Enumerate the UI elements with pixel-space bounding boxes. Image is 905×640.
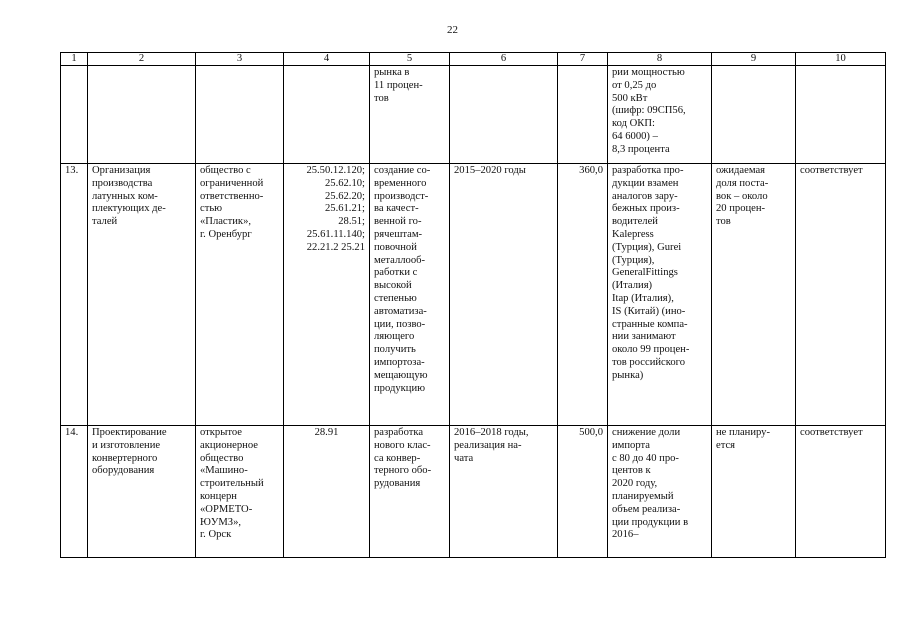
cell-line: металлооб- bbox=[374, 254, 426, 266]
cell-line: GeneralFittings bbox=[612, 267, 678, 279]
cell-line: (шифр: 09СП56, bbox=[612, 105, 686, 117]
cell-line: акционерное bbox=[200, 439, 258, 451]
cell-codes bbox=[284, 164, 370, 426]
cell-line: 25.62.20; bbox=[324, 190, 365, 202]
cell-project bbox=[88, 164, 196, 426]
cell-line: с 80 до 40 про- bbox=[612, 452, 679, 464]
table-row-14 bbox=[61, 426, 886, 558]
column-header: 6 bbox=[450, 53, 558, 66]
cell-line: разработка bbox=[374, 427, 424, 438]
cell-line: ции продукции в bbox=[612, 516, 689, 528]
column-header: 9 bbox=[712, 53, 796, 66]
cell-line: от 0,25 до bbox=[612, 79, 657, 91]
cell-line: реализация на- bbox=[454, 439, 522, 451]
cell-line: разработка про- bbox=[612, 165, 684, 176]
cell-line: продукцию bbox=[374, 382, 426, 394]
cell-line: «Машино- bbox=[200, 465, 248, 477]
column-header: 7 bbox=[558, 53, 608, 66]
cell-line: 2016–2018 годы, bbox=[454, 427, 529, 438]
column-header: 8 bbox=[608, 53, 712, 66]
cell-line: (Италия) bbox=[612, 280, 653, 292]
cell-codes bbox=[284, 426, 370, 558]
cell-compliance bbox=[796, 426, 886, 558]
cell-compliance bbox=[796, 164, 886, 426]
cell-line: талей bbox=[92, 216, 118, 228]
cell-line: 8,3 процента bbox=[612, 143, 670, 155]
column-header: 2 bbox=[88, 53, 196, 66]
cell-line: «ОРМЕТО- bbox=[200, 503, 253, 515]
cell-line: производства bbox=[92, 177, 153, 189]
cell-line: строительный bbox=[200, 478, 264, 490]
cell-line: (Турция), Gurei bbox=[612, 241, 682, 253]
cell-line: рынка в bbox=[374, 67, 410, 78]
cell-line: 2015–2020 годы bbox=[454, 165, 526, 176]
cell-line: конвертерного bbox=[92, 452, 158, 464]
cell-line: г. Орск bbox=[200, 529, 232, 541]
cell-line: концерн bbox=[200, 490, 237, 502]
cell-line: рии мощностью bbox=[612, 67, 685, 78]
cell-period bbox=[450, 426, 558, 558]
data-table bbox=[60, 52, 886, 558]
cell-goal bbox=[370, 66, 450, 164]
cell-line: ется bbox=[716, 439, 736, 451]
cell-organization bbox=[196, 164, 284, 426]
cell-line: 25.50.12.120; bbox=[306, 165, 365, 176]
cell-line: 28.51; bbox=[338, 216, 365, 228]
cell-organization bbox=[196, 426, 284, 558]
cell-line: ожидаемая bbox=[716, 165, 766, 176]
cell-line: чата bbox=[454, 452, 474, 464]
cell-line: терного обо- bbox=[374, 465, 432, 477]
column-header: 1 bbox=[61, 53, 88, 66]
cell-line: Проектирование bbox=[92, 427, 167, 438]
cell-line: открытое bbox=[200, 427, 242, 438]
cell-line: 20 процен- bbox=[716, 203, 766, 215]
cell-line: соответствует bbox=[800, 427, 863, 438]
cell-line: нового клас- bbox=[374, 439, 431, 451]
cell-line: и изготовление bbox=[92, 439, 161, 451]
cell-line: латунных ком- bbox=[92, 190, 158, 202]
cell-line: Организация bbox=[92, 165, 151, 176]
cell-line: IS (Китай) (ино- bbox=[612, 305, 686, 317]
cell-line: ции, позво- bbox=[374, 318, 426, 330]
cell-line: работки с bbox=[374, 267, 418, 279]
column-header: 3 bbox=[196, 53, 284, 66]
cell-import-share bbox=[712, 164, 796, 426]
cell-effect bbox=[608, 164, 712, 426]
cell-line: получить bbox=[374, 344, 416, 356]
table-row-13 bbox=[61, 164, 886, 426]
cell-line: оборудования bbox=[92, 465, 155, 477]
cell-line: объем реализа- bbox=[612, 503, 681, 515]
cell-line: 2020 году, bbox=[612, 478, 658, 490]
page-number: 22 bbox=[447, 24, 458, 36]
cell-number: 14. bbox=[61, 426, 88, 558]
cell-line: автоматиза- bbox=[374, 305, 427, 317]
cell-line: г. Оренбург bbox=[200, 228, 252, 240]
cell-line: рудования bbox=[374, 478, 421, 490]
cell-line: рынка) bbox=[612, 369, 644, 381]
cell-line: повочной bbox=[374, 241, 417, 253]
cell-line: центов к bbox=[612, 465, 651, 477]
column-header: 10 bbox=[796, 53, 886, 66]
cell-line: са конвер- bbox=[374, 452, 421, 464]
cell-amount: 360,0 bbox=[558, 164, 608, 426]
table-row-continued bbox=[61, 66, 886, 164]
cell-line: код ОКП: bbox=[612, 118, 655, 130]
cell-line: около 99 процен- bbox=[612, 344, 690, 356]
cell-line: создание со- bbox=[374, 165, 431, 176]
cell-effect bbox=[608, 426, 712, 558]
cell-line: аналогов зару- bbox=[612, 190, 678, 202]
cell-line: дукции взамен bbox=[612, 177, 679, 189]
cell-line: тов bbox=[374, 92, 389, 104]
column-header: 5 bbox=[370, 53, 450, 66]
cell-line: ответственно- bbox=[200, 190, 264, 202]
cell-line: 11 процен- bbox=[374, 79, 423, 91]
cell-line: 22.21.2 25.21 bbox=[306, 241, 365, 253]
cell-line: высокой bbox=[374, 280, 412, 292]
cell-line: ляющего bbox=[374, 331, 415, 343]
cell-line: степенью bbox=[374, 292, 417, 304]
cell-number: 13. bbox=[61, 164, 88, 426]
cell-line: рячештам- bbox=[374, 228, 423, 240]
cell-period bbox=[450, 164, 558, 426]
cell-line: производст- bbox=[374, 190, 429, 202]
cell-line: (Турция), bbox=[612, 254, 655, 266]
cell-line: 64 6000) – bbox=[612, 130, 658, 142]
cell-line: Kalepress bbox=[612, 228, 654, 240]
cell-line: бежных произ- bbox=[612, 203, 680, 215]
cell-line: общество bbox=[200, 452, 244, 464]
cell-line: тов bbox=[716, 216, 731, 228]
cell-line: мещающую bbox=[374, 369, 428, 381]
cell-line: 500 кВт bbox=[612, 92, 648, 104]
cell-line: снижение доли bbox=[612, 427, 681, 438]
cell-line: общество с bbox=[200, 165, 251, 176]
cell-line: импорта bbox=[612, 439, 650, 451]
cell-line: ограниченной bbox=[200, 177, 264, 189]
cell-line: временного bbox=[374, 177, 427, 189]
cell-line: нии занимают bbox=[612, 331, 676, 343]
header-row bbox=[61, 53, 886, 66]
cell-effect bbox=[608, 66, 712, 164]
cell-goal bbox=[370, 426, 450, 558]
cell-line: тов российского bbox=[612, 356, 686, 368]
cell-line: странные компа- bbox=[612, 318, 688, 330]
cell-line: импортоза- bbox=[374, 356, 425, 368]
cell-line: ва качест- bbox=[374, 203, 419, 215]
cell-line: вок – около bbox=[716, 190, 768, 202]
cell-line: ЮУМЗ», bbox=[200, 516, 242, 528]
cell-project bbox=[88, 426, 196, 558]
cell-line: стью bbox=[200, 203, 223, 215]
cell-line: Itap (Италия), bbox=[612, 292, 674, 304]
cell-goal bbox=[370, 164, 450, 426]
cell-line: 28.91 bbox=[314, 427, 339, 438]
cell-line: соответствует bbox=[800, 165, 863, 176]
cell-line: доля поста- bbox=[716, 177, 769, 189]
cell-line: плектующих де- bbox=[92, 203, 166, 215]
cell-line: не планиру- bbox=[716, 427, 770, 438]
cell-line: 25.62.10; bbox=[324, 177, 365, 189]
cell-line: 2016– bbox=[612, 529, 639, 541]
cell-line: планируемый bbox=[612, 490, 674, 502]
cell-line: «Пластик», bbox=[200, 216, 252, 228]
column-header: 4 bbox=[284, 53, 370, 66]
cell-line: водителей bbox=[612, 216, 658, 228]
cell-amount: 500,0 bbox=[558, 426, 608, 558]
cell-line: венной го- bbox=[374, 216, 422, 228]
cell-line: 25.61.11.140; bbox=[306, 228, 365, 240]
cell-line: 25.61.21; bbox=[324, 203, 365, 215]
cell-import-share bbox=[712, 426, 796, 558]
